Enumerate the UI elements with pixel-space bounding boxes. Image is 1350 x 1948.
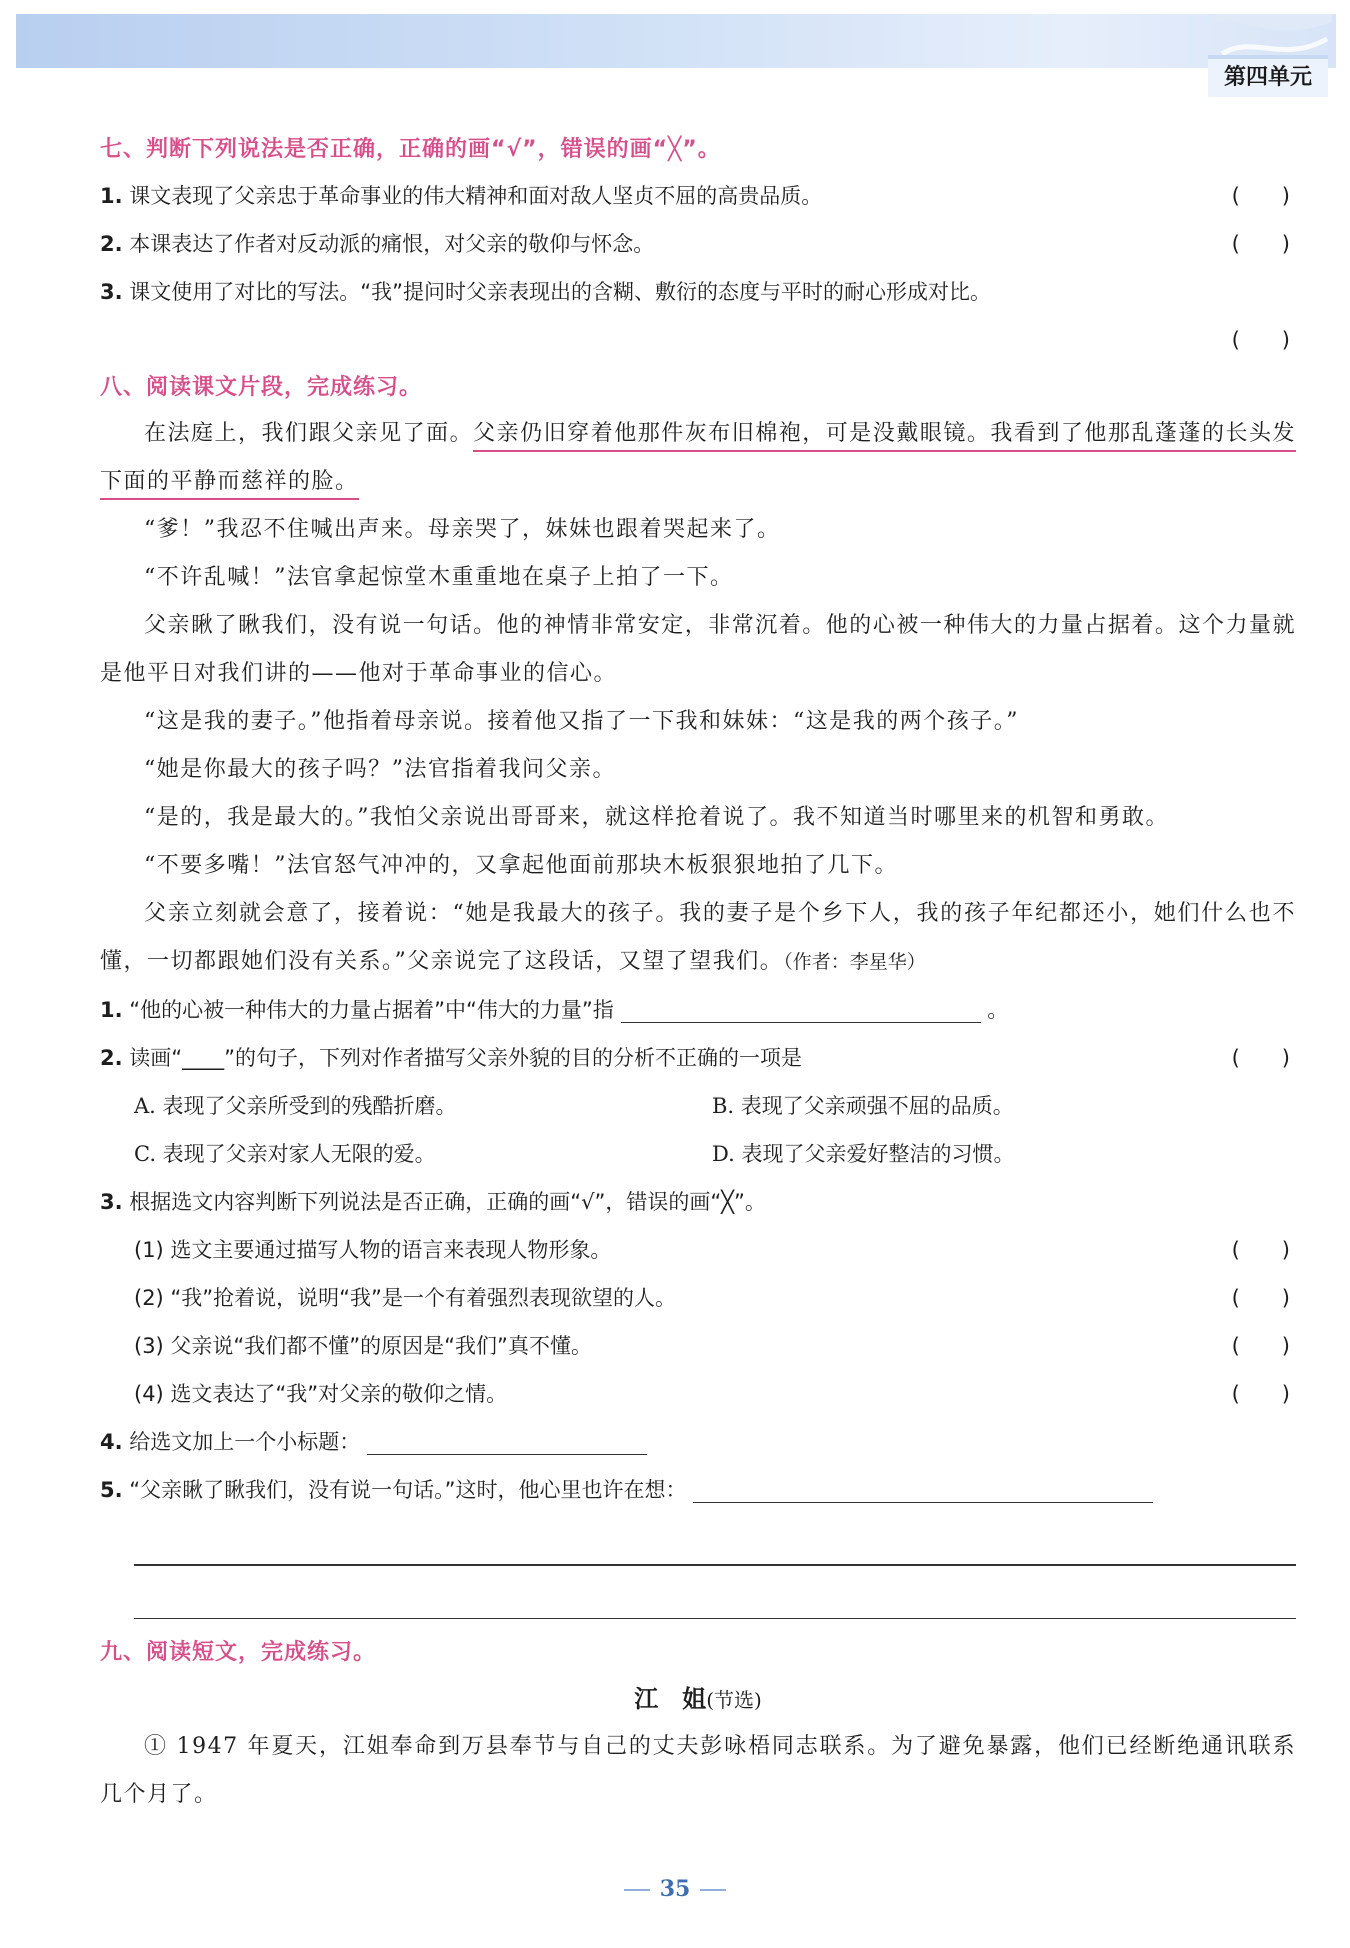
question-text: 课文使用了对比的写法。“我”提问时父亲表现出的含糊、敷衍的态度与平时的耐心形成对比。 — [129, 280, 992, 304]
sec7-question-3 — [100, 268, 1296, 316]
answer-parentheses[interactable]: ( ) — [1231, 1046, 1290, 1070]
question-text: 根据选文内容判断下列说法是否正确，正确的画“√”，错误的画“╳”。 — [129, 1190, 766, 1214]
sub-question-4 — [100, 1370, 1296, 1418]
sub-question-text: (3) 父亲说“我们都不懂”的原因是“我们”真不懂。 — [134, 1334, 592, 1358]
passage-paragraph: “这是我的妻子。”他指着母亲说。接着他又指了一下我和妹妹：“这是我的两个孩子。” — [144, 709, 1019, 734]
question-number: 4. — [100, 1430, 123, 1454]
article-subtitle: (节选) — [706, 1688, 762, 1712]
passage-text: 在法庭上，我们跟父亲见了面。 — [144, 421, 474, 446]
passage-paragraph: “是的，我是最大的。”我怕父亲说出哥哥来，就这样抢着说了。我不知道当时哪里来的机智和勇敢。 — [144, 805, 1169, 830]
sec7-question-3-answer — [100, 316, 1296, 366]
answer-blank[interactable] — [367, 1424, 647, 1455]
question-text: 读画“____”的句子，下列对作者描写父亲外貌的目的分析不正确的一项是 — [129, 1046, 803, 1070]
section-gap — [100, 1619, 1296, 1631]
question-text: 课文表现了父亲忠于革命事业的伟大精神和面对敌人坚贞不屈的高贵品质。 — [129, 184, 823, 208]
sub-question-text: (2) “我”抢着说，说明“我”是一个有着强烈表现欲望的人。 — [134, 1286, 676, 1310]
article-title-text: 江 姐 — [634, 1684, 707, 1713]
answer-blank[interactable] — [621, 992, 981, 1023]
question-number: 1. — [100, 998, 123, 1022]
question-number: 2. — [100, 232, 123, 256]
sec7-question-1 — [100, 172, 1296, 220]
answer-parentheses[interactable]: ( ) — [1231, 1286, 1290, 1310]
question-end: 。 — [987, 998, 1009, 1022]
answer-blank[interactable] — [693, 1472, 1153, 1503]
answer-line-spacer — [100, 1514, 1296, 1564]
page-dash-right — [700, 1889, 726, 1891]
section-7-title: 七、判断下列说法是否正确，正确的画“√”，错误的画“╳”。 — [100, 137, 721, 162]
passage-paragraph: “不要多嘴！”法官怒气冲冲的，又拿起他面前那块木板狠狠地拍了几下。 — [144, 853, 898, 878]
option-b[interactable]: B. 表现了父亲顽强不屈的品质。 — [712, 1094, 1014, 1118]
unit-label: 第四单元 — [1208, 55, 1328, 97]
question-text: “父亲瞅了瞅我们，没有说一句话。”这时，他心里也许在想： — [129, 1478, 687, 1502]
question-text: “他的心被一种伟大的力量占据着”中“伟大的力量”指 — [129, 998, 614, 1022]
sec8-question-3 — [100, 1178, 1296, 1226]
options-row — [100, 1130, 1296, 1178]
article-title — [100, 1675, 1296, 1723]
question-number: 3. — [100, 1190, 123, 1214]
question-number: 1. — [100, 184, 123, 208]
option-c[interactable]: C. 表现了父亲对家人无限的爱。 — [134, 1142, 436, 1166]
author-credit: （作者：李星华） — [783, 951, 926, 973]
worksheet-content — [100, 128, 1296, 1819]
question-text: 本课表达了作者对反动派的痛恨，对父亲的敬仰与怀念。 — [129, 232, 655, 256]
page-number — [0, 1876, 1350, 1902]
passage-paragraph: “她是你最大的孩子吗？”法官指着我问父亲。 — [144, 757, 616, 782]
answer-parentheses[interactable]: ( ) — [1231, 1238, 1290, 1262]
article-passage — [100, 1723, 1296, 1819]
question-number: 3. — [100, 280, 123, 304]
section-8-title: 八、阅读课文片段，完成练习。 — [100, 375, 423, 400]
options-row — [100, 1082, 1296, 1130]
answer-parentheses[interactable]: ( ) — [1231, 1334, 1290, 1358]
passage-paragraph — [100, 410, 1296, 506]
sub-question-3 — [100, 1322, 1296, 1370]
passage-paragraph: 父亲瞅了瞅我们，没有说一句话。他的神情非常安定，非常沉着。他的心被一种伟大的力量占据着。这个力量就是他平日对我们讲的——他对于革命事业的信心。 — [100, 613, 1296, 686]
question-text: 给选文加上一个小标题： — [129, 1430, 361, 1454]
header-band — [16, 14, 1336, 68]
sec8-question-1 — [100, 986, 1296, 1034]
sub-question-2 — [100, 1274, 1296, 1322]
page-number-text: 35 — [659, 1876, 691, 1902]
answer-parentheses[interactable]: ( ) — [1231, 328, 1290, 352]
question-number: 5. — [100, 1478, 123, 1502]
page-dash-left — [624, 1889, 650, 1891]
answer-parentheses[interactable]: ( ) — [1231, 232, 1290, 256]
option-d[interactable]: D. 表现了父亲爱好整洁的习惯。 — [712, 1142, 1015, 1166]
answer-parentheses[interactable]: ( ) — [1231, 1382, 1290, 1406]
sec8-question-5 — [100, 1466, 1296, 1514]
sec7-question-2 — [100, 220, 1296, 268]
passage-paragraph — [100, 890, 1296, 986]
sec8-question-2 — [100, 1034, 1296, 1082]
option-a[interactable]: A. 表现了父亲所受到的残酷折磨。 — [134, 1094, 457, 1118]
passage-paragraph: “爹！”我忍不住喊出声来。母亲哭了，妹妹也跟着哭起来了。 — [144, 517, 781, 542]
underlined-sentence: 父亲仍旧穿着他那件灰布旧棉袍，可是没戴眼镜。我看到了他那乱蓬蓬的长头发下面的平静而慈祥的脸。 — [100, 421, 1296, 500]
sub-question-text: (4) 选文表达了“我”对父亲的敬仰之情。 — [134, 1382, 508, 1406]
sub-question-text: (1) 选文主要通过描写人物的语言来表现人物形象。 — [134, 1238, 612, 1262]
passage-paragraph: “不许乱喊！”法官拿起惊堂木重重地在桌子上拍了一下。 — [144, 565, 734, 590]
reading-passage — [100, 410, 1296, 986]
answer-parentheses[interactable]: ( ) — [1231, 184, 1290, 208]
passage-paragraph: ① 1947 年夏天，江姐奉命到万县奉节与自己的丈夫彭咏梧同志联系。为了避免暴露，他们已经断绝通讯联系几个月了。 — [100, 1734, 1296, 1807]
section-9-title: 九、阅读短文，完成练习。 — [100, 1640, 377, 1665]
sec8-question-4 — [100, 1418, 1296, 1466]
question-number: 2. — [100, 1046, 123, 1070]
sub-question-1 — [100, 1226, 1296, 1274]
answer-line-spacer — [100, 1566, 1296, 1618]
passage-text: 父亲立刻就会意了，接着说：“她是我最大的孩子。我的妻子是个乡下人，我的孩子年纪都还小，她们什么也不懂，一切都跟她们没有关系。”父亲说完了这段话，又望了望我们。 — [100, 901, 1296, 974]
